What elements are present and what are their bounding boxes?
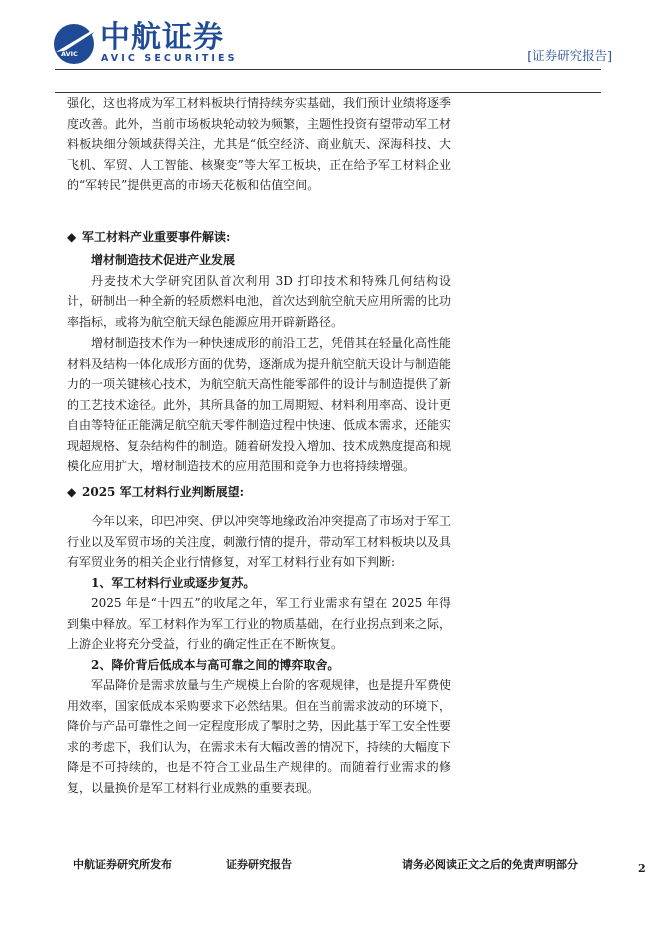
page-header [0,0,662,95]
section-title: 军工材料产业重要事件解读: [82,229,231,244]
report-tag: [证券研究报告] [527,48,612,63]
section-title: 2025 军工材料行业判断展望: [82,484,245,499]
body-paragraph: 今年以来，印巴冲突、伊以冲突等地缘政治冲突提高了市场对于军工行业以及军贸市场的关注度，刺激行情的提升，带动军工材料板块以及具有军贸业务的相关企业行情修复，对军工材料行业有如下判断: [67,514,452,569]
point-heading: 1、军工材料行业或逐步复苏。 [91,575,256,590]
svg-text:AVIC: AVIC [61,50,78,58]
body-paragraph: 丹麦技术大学研究团队首次利用 3D 打印技术和特殊几何结构设计，研制出一种全新的轻质燃料电池，首次达到航空航天应用所需的比功率指标，或将为航空航天绿色能源应用开辟新路径。 [67,273,452,329]
intro-paragraph: 强化，这也将成为军工材料板块行情持续夯实基础，我们预计业绩将逐季度改善。此外，当前市场板块轮动较为频繁，主题性投资有望带动军工材料板块细分领域获得关注，尤其是“低空经济、商业航天、深海科技、大飞机、军贸、人工智能、核聚变”等大军工板块，正在给予军工材料企业的“军转民”提供更高的市场天花板和估值空间。 [67,96,452,192]
brand-name-cn: 中航证券 [100,20,224,55]
diamond-bullet-icon: ◆ [67,229,77,244]
footer-report-type: 证券研究报告 [226,858,292,871]
brand-name-en: AVIC SECURITIES [101,53,238,64]
sub-heading: 增材制造技术促进产业发展 [91,253,236,267]
header-divider [55,69,601,70]
footer-publisher: 中航证券研究所发布 [73,858,172,871]
body-paragraph: 2025 年是“十四五”的收尾之年，军工行业需求有望在 2025 年得到集中释放。军工材料作为军工行业的物质基础，在行业拐点到来之际，上游企业将充分受益，行业的确定性正在不断恢复。 [67,596,452,651]
body-paragraph: 军品降价是需求放量与生产规模上台阶的客观规律，也是提升军费使用效率，国家低成本采购要求下必然结果。但在当前需求波动的环境下，降价与产品可靠性之间一定程度形成了掣肘之势，因此基于军工安全性要求的考虑下，我们认为，在需求未有大幅改善的情况下，持续的大幅度下降是不可持续的，也是不符合工业品生产规律的。而随着行业需求的修复，以量换价是军工材料行业成熟的重要表现。 [67,678,452,795]
avic-logo-icon [52,22,98,66]
diamond-bullet-icon: ◆ [67,484,77,499]
report-body [67,93,451,798]
section-heading-events [67,227,451,248]
page-number: 2 [638,862,646,875]
body-paragraph: 增材制造技术作为一种快速成形的前沿工艺，凭借其在轻量化高性能材料及结构一体化成形方面的优势，逐渐成为提升航空航天设计与制造能力的一项关键核心技术，为航空航天高性能零部件的设计与制造提供了新的工艺技术途径。此外，其所具备的加工周期短、材料利用率高、设计更自由等特征正能满足航空航天零件制造过程中快速、低成本需求，还能实现超规格、复杂结构件的制造。随着研发投入增加、技术成熟度提高和规模化应用扩大，增材制造技术的应用范围和竞争力也将持续增强。 [67,336,452,473]
section-heading-outlook [67,482,451,503]
point-heading: 2、降价背后低成本与高可靠之间的博弈取舍。 [91,657,340,672]
footer-disclaimer: 请务必阅读正文之后的免责声明部分 [402,858,578,871]
